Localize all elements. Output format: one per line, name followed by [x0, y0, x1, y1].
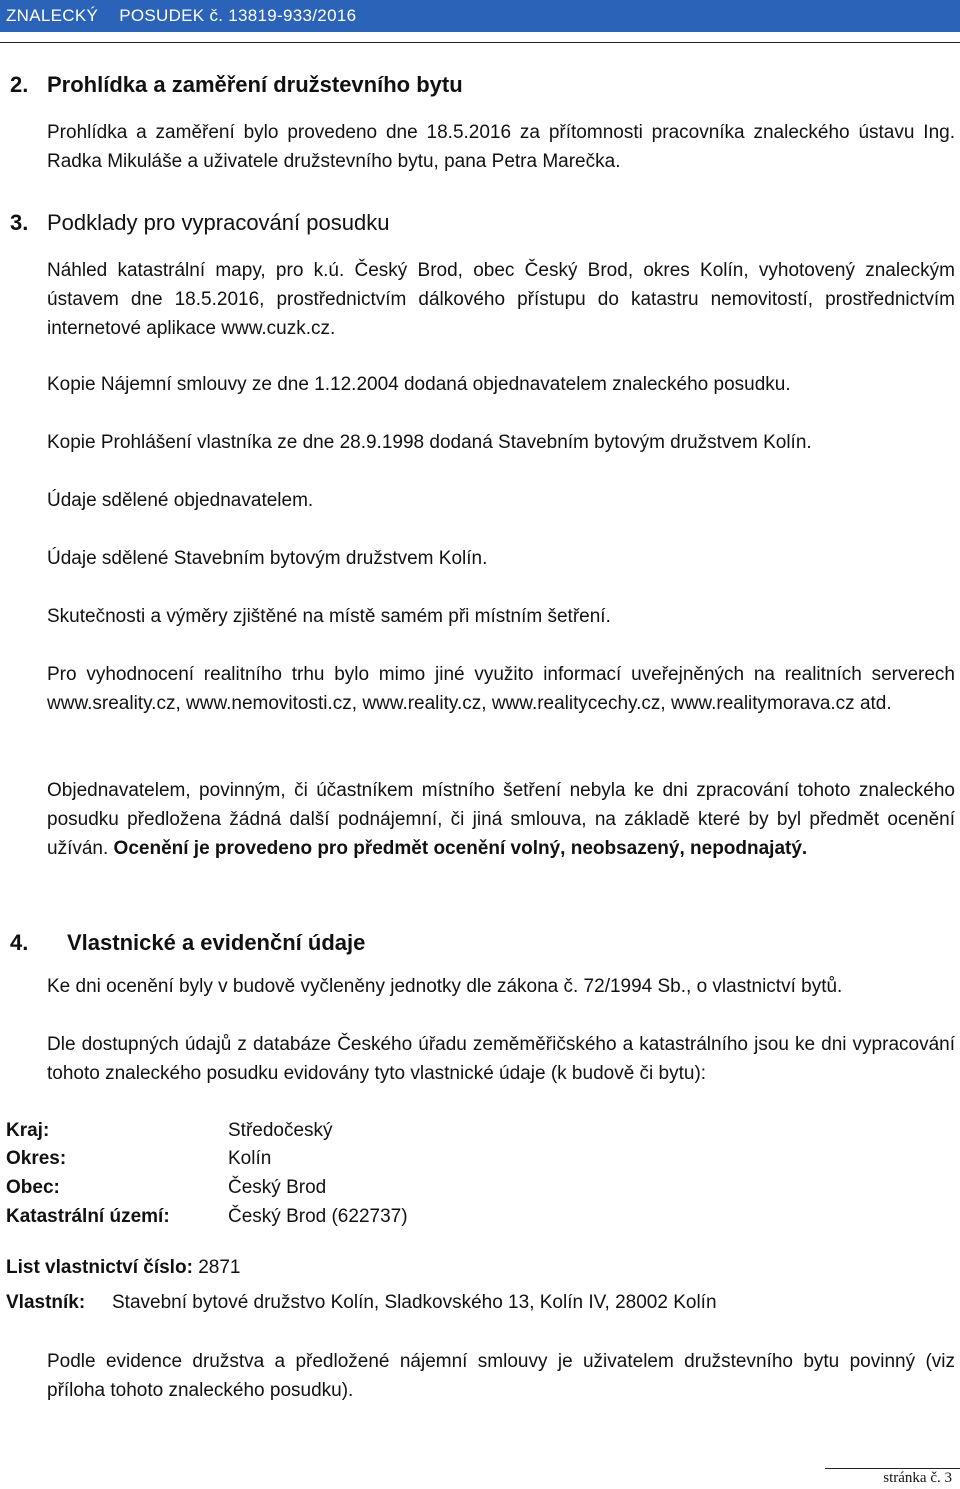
kv-lv-value: 2871: [198, 1257, 241, 1278]
header-rule: [0, 42, 960, 43]
section-4-p1: Ke dni ocenění byly v budově vyčleněny jednotky dle zákona č. 72/1994 Sb., o vlastnictví bytů.: [47, 976, 843, 997]
kv-ku: [6, 1202, 408, 1231]
kv-kraj-label: Kraj:: [6, 1120, 50, 1141]
kv-owner-label: Vlastník:: [6, 1292, 86, 1313]
header-right: POSUDEK č. 13819-933/2016: [119, 6, 357, 25]
kv-lv: [6, 1253, 240, 1282]
kv-obec-label: Obec:: [6, 1177, 60, 1198]
page-footer: [883, 1470, 952, 1487]
section-2-text: Prohlídka a zaměření bylo provedeno dne 18.5.2016 za přítomnosti pracovníka znaleckého ústavu Ing. Radka Mikuláše a uživatele družstevního bytu, pana Petra Marečka.: [47, 122, 955, 172]
kv-okres: [6, 1144, 271, 1173]
kv-ku-label: Katastrální území:: [6, 1206, 170, 1227]
section-3-title: Podklady pro vypracování posudku: [47, 210, 390, 235]
kv-ku-value: Český Brod (622737): [228, 1206, 408, 1227]
section-4-title: Vlastnické a evidenční údaje: [67, 930, 366, 955]
section-3-p6: Skutečnosti a výměry zjištěné na místě samém při místním šetření.: [47, 606, 611, 627]
section-3-p5: Údaje sdělené Stavebním bytovým družstvem Kolín.: [47, 548, 488, 569]
footer-page-number: 3: [944, 1470, 952, 1486]
document-header: [0, 0, 960, 32]
kv-obec-value: Český Brod: [228, 1177, 327, 1198]
section-3-p1: Náhled katastrální mapy, pro k.ú. Český Brod, obec Český Brod, okres Kolín, vyhotovený znaleckým ústavem dne 18.5.2016, prostřednictvím dálkového přístupu do katastru nemovitostí, prostřednictvím internetové aplikace www.cuzk.cz.: [47, 260, 955, 339]
kv-kraj: [6, 1116, 333, 1145]
section-3-p8-text: Objednavatelem, povinným, či účastníkem místního šetření nebyla ke dni zpracování tohoto znaleckého posudku předložena žádná další podnájemní, či jiná smlouva, na základě které by byl předmět ocenění užíván.: [47, 780, 955, 859]
section-3-p2: Kopie Nájemní smlouvy ze dne 1.12.2004 dodaná objednavatelem znaleckého posudku.: [47, 374, 791, 395]
section-2-number: 2.: [10, 72, 29, 97]
kv-lv-label: List vlastnictví číslo:: [6, 1257, 193, 1278]
section-4-p2: Dle dostupných údajů z databáze Českého úřadu zeměměřičského a katastrálního jsou ke dni vypracování tohoto znaleckého posudku evidovány tyto vlastnické údaje (k budově či bytu):: [47, 1034, 955, 1084]
kv-kraj-value: Středočeský: [228, 1120, 333, 1141]
section-3-p7: Pro vyhodnocení realitního trhu bylo mimo jiné využito informací uveřejněných na realitních serverech www.sreality.cz, www.nemovitosti.cz, www.reality.cz, www.realitycechy.cz, www.realitymorava.cz atd.: [47, 664, 955, 714]
kv-owner: [6, 1288, 717, 1317]
kv-obec: [6, 1173, 326, 1202]
section-4-p3: Podle evidence družstva a předložené nájemní smlouvy je uživatelem družstevního bytu povinný (viz příloha tohoto znaleckého posudku).: [47, 1351, 955, 1401]
section-3-p3: Kopie Prohlášení vlastníka ze dne 28.9.1998 dodaná Stavebním bytovým družstvem Kolín.: [47, 432, 812, 453]
section-2-title: Prohlídka a zaměření družstevního bytu: [47, 72, 463, 97]
section-3-p8: [47, 776, 955, 863]
kv-okres-label: Okres:: [6, 1148, 67, 1169]
header-left: ZNALECKÝ: [6, 6, 99, 25]
section-4-number: 4.: [10, 930, 29, 955]
footer-rule: [825, 1468, 960, 1469]
section-3-number: 3.: [10, 210, 29, 235]
footer-label: stránka č.: [883, 1470, 941, 1486]
section-3-p8-bold: Ocenění je provedeno pro předmět ocenění volný, neobsazený, nepodnajatý.: [113, 838, 808, 859]
kv-okres-value: Kolín: [228, 1148, 272, 1169]
kv-owner-value: Stavební bytové družstvo Kolín, Sladkovského 13, Kolín IV, 28002 Kolín: [112, 1292, 717, 1313]
section-3-p4: Údaje sdělené objednavatelem.: [47, 490, 314, 511]
